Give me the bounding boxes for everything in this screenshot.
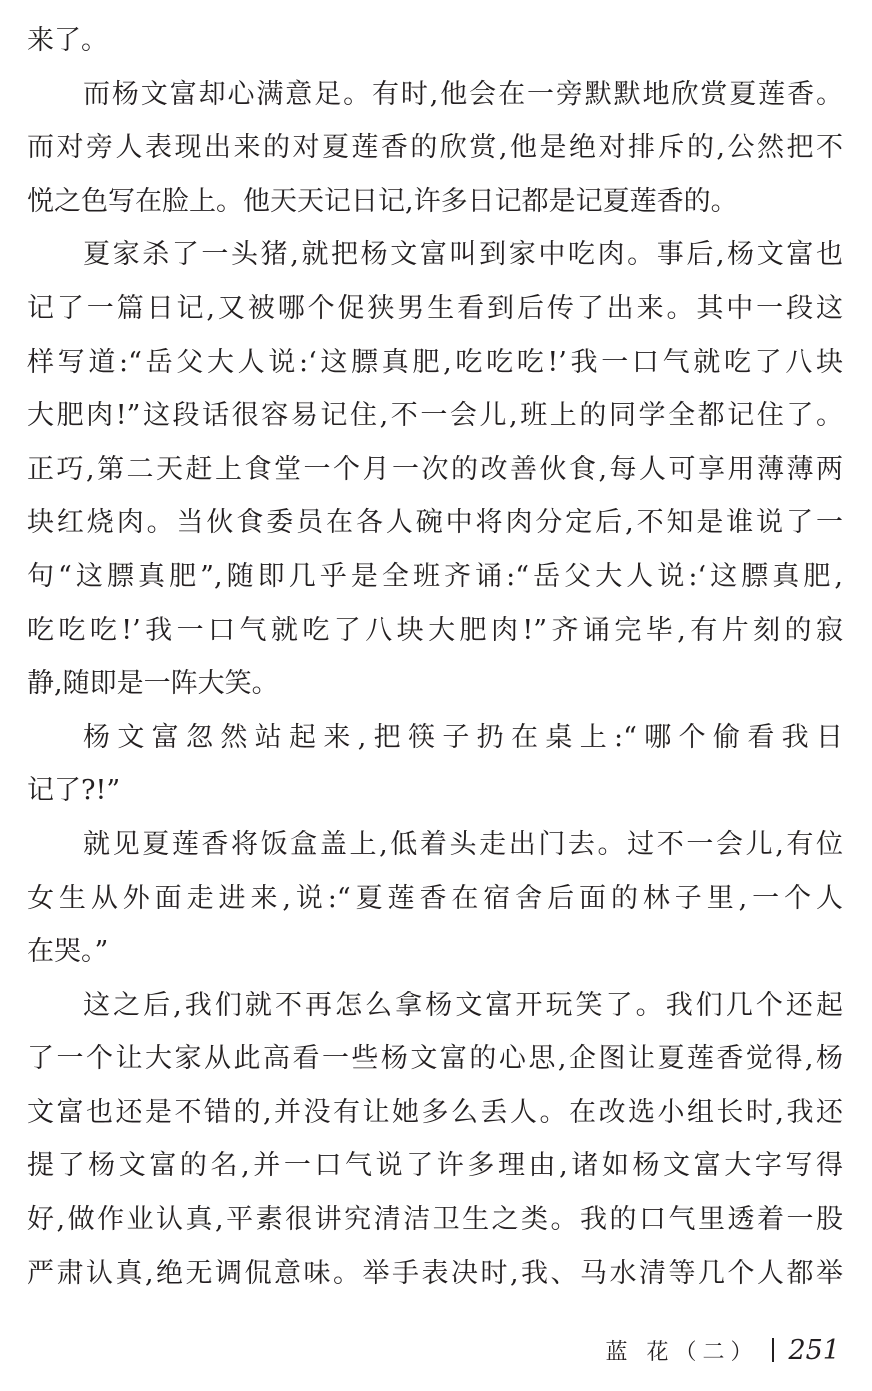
text-line: 句“这膘真肥”,随即几乎是全班齐诵:“岳父大人说:‘这膘真肥, [27,560,843,592]
body-text [27,14,843,1300]
text-line: 样写道:“岳父大人说:‘这膘真肥,吃吃吃!’我一口气就吃了八块 [27,346,843,378]
footer-divider [772,1338,774,1362]
text-line: 来了。 [27,25,108,56]
text-line: 严肃认真,绝无调侃意味。举手表决时,我、马水清等几个人都举 [27,1257,843,1289]
text-line: 了一个让大家从此高看一些杨文富的心思,企图让夏莲香觉得,杨 [27,1043,843,1075]
text-line: 大肥肉!”这段话很容易记住,不一会儿,班上的同学全都记住了。 [27,400,843,432]
text-line: 静,随即是一阵大笑。 [27,668,279,700]
text-line: 文富也还是不错的,并没有让她多么丢人。在改选小组长时,我还 [27,1096,843,1128]
text-line: 在哭。” [27,936,109,968]
text-line: 记了?!” [27,775,121,807]
page-number: 251 [788,1334,840,1366]
text-line: 悦之色写在脸上。他天天记日记,许多日记都是记夏莲香的。 [27,185,738,217]
text-line: 夏家杀了一头猪,就把杨文富叫到家中吃肉。事后,杨文富也 [83,239,843,271]
text-line: 杨文富忽然站起来,把筷子扔在桌上:“哪个偷看我日 [83,721,843,753]
running-title: 蓝 花（二） [605,1339,759,1365]
text-line: 女生从外面走进来,说:“夏莲香在宿舍后面的林子里,一个人 [27,882,843,914]
text-line: 而杨文富却心满意足。有时,他会在一旁默默地欣赏夏莲香。 [83,78,843,110]
text-line: 块红烧肉。当伙食委员在各人碗中将肉分定后,不知是谁说了一 [27,507,843,539]
text-line: 吃吃吃!’我一口气就吃了八块大肥肉!”齐诵完毕,有片刻的寂 [27,614,843,646]
text-line: 提了杨文富的名,并一口气说了许多理由,诸如杨文富大字写得 [27,1150,843,1182]
text-line: 记了一篇日记,又被哪个促狭男生看到后传了出来。其中一段这 [27,292,843,324]
text-line: 好,做作业认真,平素很讲究清洁卫生之类。我的口气里透着一股 [27,1204,843,1236]
text-line: 而对旁人表现出来的对夏莲香的欣赏,他是绝对排斥的,公然把不 [27,132,843,164]
text-line: 正巧,第二天赶上食堂一个月一次的改善伙食,每人可享用薄薄两 [27,453,843,485]
text-line: 就见夏莲香将饭盒盖上,低着头走出门去。过不一会儿,有位 [83,828,843,860]
text-line: 这之后,我们就不再怎么拿杨文富开玩笑了。我们几个还起 [83,989,843,1021]
page-footer [605,1330,840,1370]
